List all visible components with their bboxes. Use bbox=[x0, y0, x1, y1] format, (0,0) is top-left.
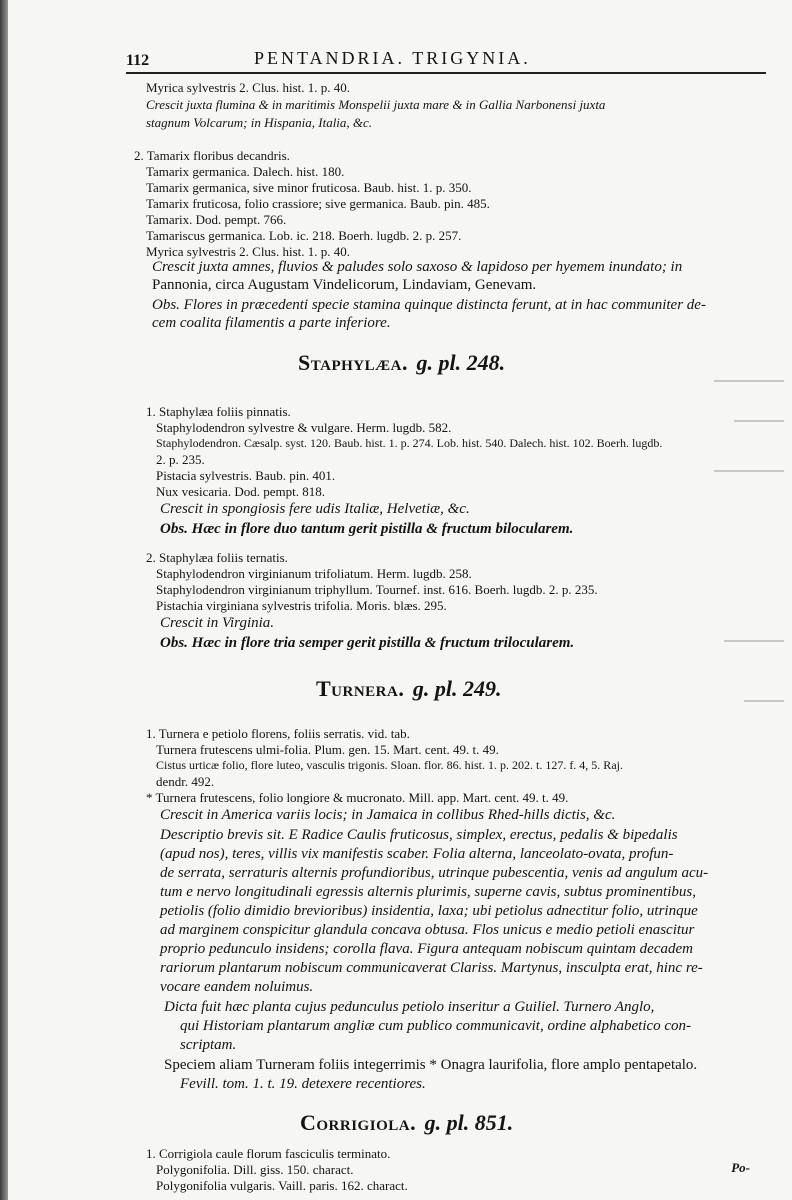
observation-line: Obs. Flores in præcedenti specie stamina quinque distincta ferunt, at in hac communiter de- bbox=[152, 297, 706, 313]
genus-title bbox=[316, 676, 501, 702]
genus-name: Corrigiola. bbox=[300, 1110, 417, 1135]
synonym-line: Turnera frutescens ulmi-folia. Plum. gen. 15. Mart. cent. 49. t. 49. bbox=[156, 742, 499, 757]
synonym-line: * Turnera frutescens, folio longiore & mucronato. Mill. app. Mart. cent. 49. t. 49. bbox=[146, 790, 569, 805]
genus-title bbox=[298, 350, 505, 376]
species-heading: 1. Staphylæa foliis pinnatis. bbox=[146, 404, 291, 419]
genera-reference: g. pl. 248. bbox=[416, 350, 506, 375]
description-line: ad marginem conspicitur glandula concava obtusa. Flos unicus e medio petioli enascitur bbox=[160, 922, 695, 938]
observation-line: Obs. Hæc in flore tria semper gerit pistilla & fructum trilocularem. bbox=[160, 635, 575, 651]
synonym-line: Pistachia virginiana sylvestris trifolia. Moris. blæs. 295. bbox=[156, 598, 447, 613]
synonym-line: Cistus urticæ folio, flore luteo, vasculis trigonis. Sloan. flor. 86. hist. 1. p. 202. t. 127. f. 4, 5. Raj. bbox=[156, 758, 623, 772]
synonym-line: Tamarix. Dod. pempt. 766. bbox=[146, 212, 287, 227]
bleed-through-mark bbox=[734, 420, 784, 422]
synonym-line: Staphylodendron virginianum triphyllum. Tournef. inst. 616. Boerh. lugdb. 2. p. 235. bbox=[156, 582, 598, 597]
synonym-line: Tamarix germanica, sive minor fruticosa. Baub. hist. 1. p. 350. bbox=[146, 180, 472, 195]
synonym-line: dendr. 492. bbox=[156, 774, 215, 789]
synonym-line: Polygonifolia vulgaris. Vaill. paris. 162. charact. bbox=[156, 1178, 408, 1193]
text-line: Myrica sylvestris 2. Clus. hist. 1. p. 40. bbox=[146, 80, 351, 95]
text-line: Crescit juxta flumina & in maritimis Monspelii juxta mare & in Gallia Narbonensi juxta bbox=[146, 97, 606, 112]
description-line: petiolis (folio dimidio brevioribus) insidentia, laxa; ubi petiolus adnectitur folio, utrinque bbox=[160, 903, 698, 919]
species-heading: 2. Tamarix floribus decandris. bbox=[134, 148, 290, 163]
genus-name: Turnera. bbox=[316, 676, 405, 701]
dedication-line: scriptam. bbox=[180, 1037, 237, 1053]
species-note: Fevill. tom. 1. t. 19. detexere recentiores. bbox=[180, 1076, 426, 1092]
description-line: de serrata, serraturis alternis profundioribus, utrinque pubescentia, venis ad angulum acu- bbox=[160, 865, 709, 881]
dedication-line: Dicta fuit hæc planta cujus pedunculus petiolo inseritur a Guiliel. Turnero Anglo, bbox=[164, 999, 655, 1015]
description-line: vocare eandem noluimus. bbox=[160, 979, 314, 995]
dedication-line: qui Historiam plantarum angliæ cum publico communicavit, ordine alphabetico con- bbox=[180, 1018, 692, 1034]
running-header bbox=[126, 48, 766, 74]
synonym-line: Staphylodendron virginianum trifoliatum. Herm. lugdb. 258. bbox=[156, 566, 472, 581]
bleed-through-mark bbox=[744, 700, 784, 702]
text-line: stagnum Volcarum; in Hispania, Italia, &c. bbox=[146, 115, 373, 130]
description-line: (apud nos), teres, villis vix manifestis scaber. Folia alterna, lanceolato-ovata, profun- bbox=[160, 846, 674, 862]
observation-line: Obs. Hæc in flore duo tantum gerit pistilla & fructum bilocularem. bbox=[160, 521, 574, 537]
species-note: Speciem aliam Turneram foliis integerrimis * Onagra laurifolia, flore amplo pentapetalo. bbox=[164, 1057, 698, 1073]
header-rule bbox=[126, 72, 766, 74]
habitat-line: Crescit in America variis locis; in Jamaica in collibus Rhed-hills dictis, &c. bbox=[160, 807, 616, 823]
synonym-line: Tamariscus germanica. Lob. ic. 218. Boerh. lugdb. 2. p. 257. bbox=[146, 228, 462, 243]
genera-reference: g. pl. 249. bbox=[412, 676, 502, 701]
description-line: tum e nervo longitudinali egressis alternis plurimis, superne cavis, subtus prominentibus, bbox=[160, 884, 696, 900]
species-heading: 1. Corrigiola caule florum fasciculis terminato. bbox=[146, 1146, 391, 1161]
habitat-line: Crescit juxta amnes, fluvios & paludes solo saxoso & lapidoso per hyemem inundato; in bbox=[152, 259, 683, 275]
synonym-line: Myrica sylvestris 2. Clus. hist. 1. p. 40. bbox=[146, 244, 351, 259]
habitat-line: Crescit in spongiosis fere udis Italiæ, Helvetiæ, &c. bbox=[160, 501, 470, 517]
description-line: rariorum plantarum nobiscum communicaverat Clariss. Martynus, insculpta erat, hinc re- bbox=[160, 960, 703, 976]
bleed-through-mark bbox=[724, 640, 784, 642]
synonym-line: Tamarix germanica. Dalech. hist. 180. bbox=[146, 164, 345, 179]
genera-reference: g. pl. 851. bbox=[424, 1110, 514, 1135]
page-gutter-shadow bbox=[0, 0, 8, 1200]
species-heading: 1. Turnera e petiolo florens, foliis serratis. vid. tab. bbox=[146, 726, 410, 741]
species-heading: 2. Staphylæa foliis ternatis. bbox=[146, 550, 288, 565]
synonym-line: Nux vesicaria. Dod. pempt. 818. bbox=[156, 484, 325, 499]
habitat-line: Pannonia, circa Augustam Vindelicorum, Lindaviam, Genevam. bbox=[152, 277, 537, 293]
genus-title bbox=[300, 1110, 513, 1136]
habitat-line: Crescit in Virginia. bbox=[160, 615, 275, 631]
description-line: proprio pedunculo insidens; corolla flava. Figura antequam nobiscum quintam decadem bbox=[160, 941, 693, 957]
synonym-line: Staphylodendron sylvestre & vulgare. Herm. lugdb. 582. bbox=[156, 420, 452, 435]
synonym-line: 2. p. 235. bbox=[156, 452, 205, 467]
synonym-line: Staphylodendron. Cæsalp. syst. 120. Baub. hist. 1. p. 274. Lob. hist. 540. Dalech. hist. 102. Boerh. lugdb. bbox=[156, 436, 663, 450]
genus-name: Staphylæa. bbox=[298, 350, 408, 375]
bleed-through-mark bbox=[714, 380, 784, 382]
synonym-line: Pistacia sylvestris. Baub. pin. 401. bbox=[156, 468, 336, 483]
synonym-line: Polygonifolia. Dill. giss. 150. charact. bbox=[156, 1162, 354, 1177]
synonym-line: Tamarix fruticosa, folio crassiore; sive germanica. Baub. pin. 485. bbox=[146, 196, 490, 211]
observation-line: cem coalita filamentis a parte inferiore. bbox=[152, 315, 391, 331]
description-line: Descriptio brevis sit. E Radice Caulis fruticosus, simplex, erectus, pedalis & bipedalis bbox=[160, 827, 678, 843]
page-number: 112 bbox=[126, 52, 150, 69]
bleed-through-mark bbox=[714, 470, 784, 472]
running-title: PENTANDRIA. TRIGYNIA. bbox=[254, 48, 531, 68]
catchword: Po- bbox=[731, 1160, 750, 1175]
